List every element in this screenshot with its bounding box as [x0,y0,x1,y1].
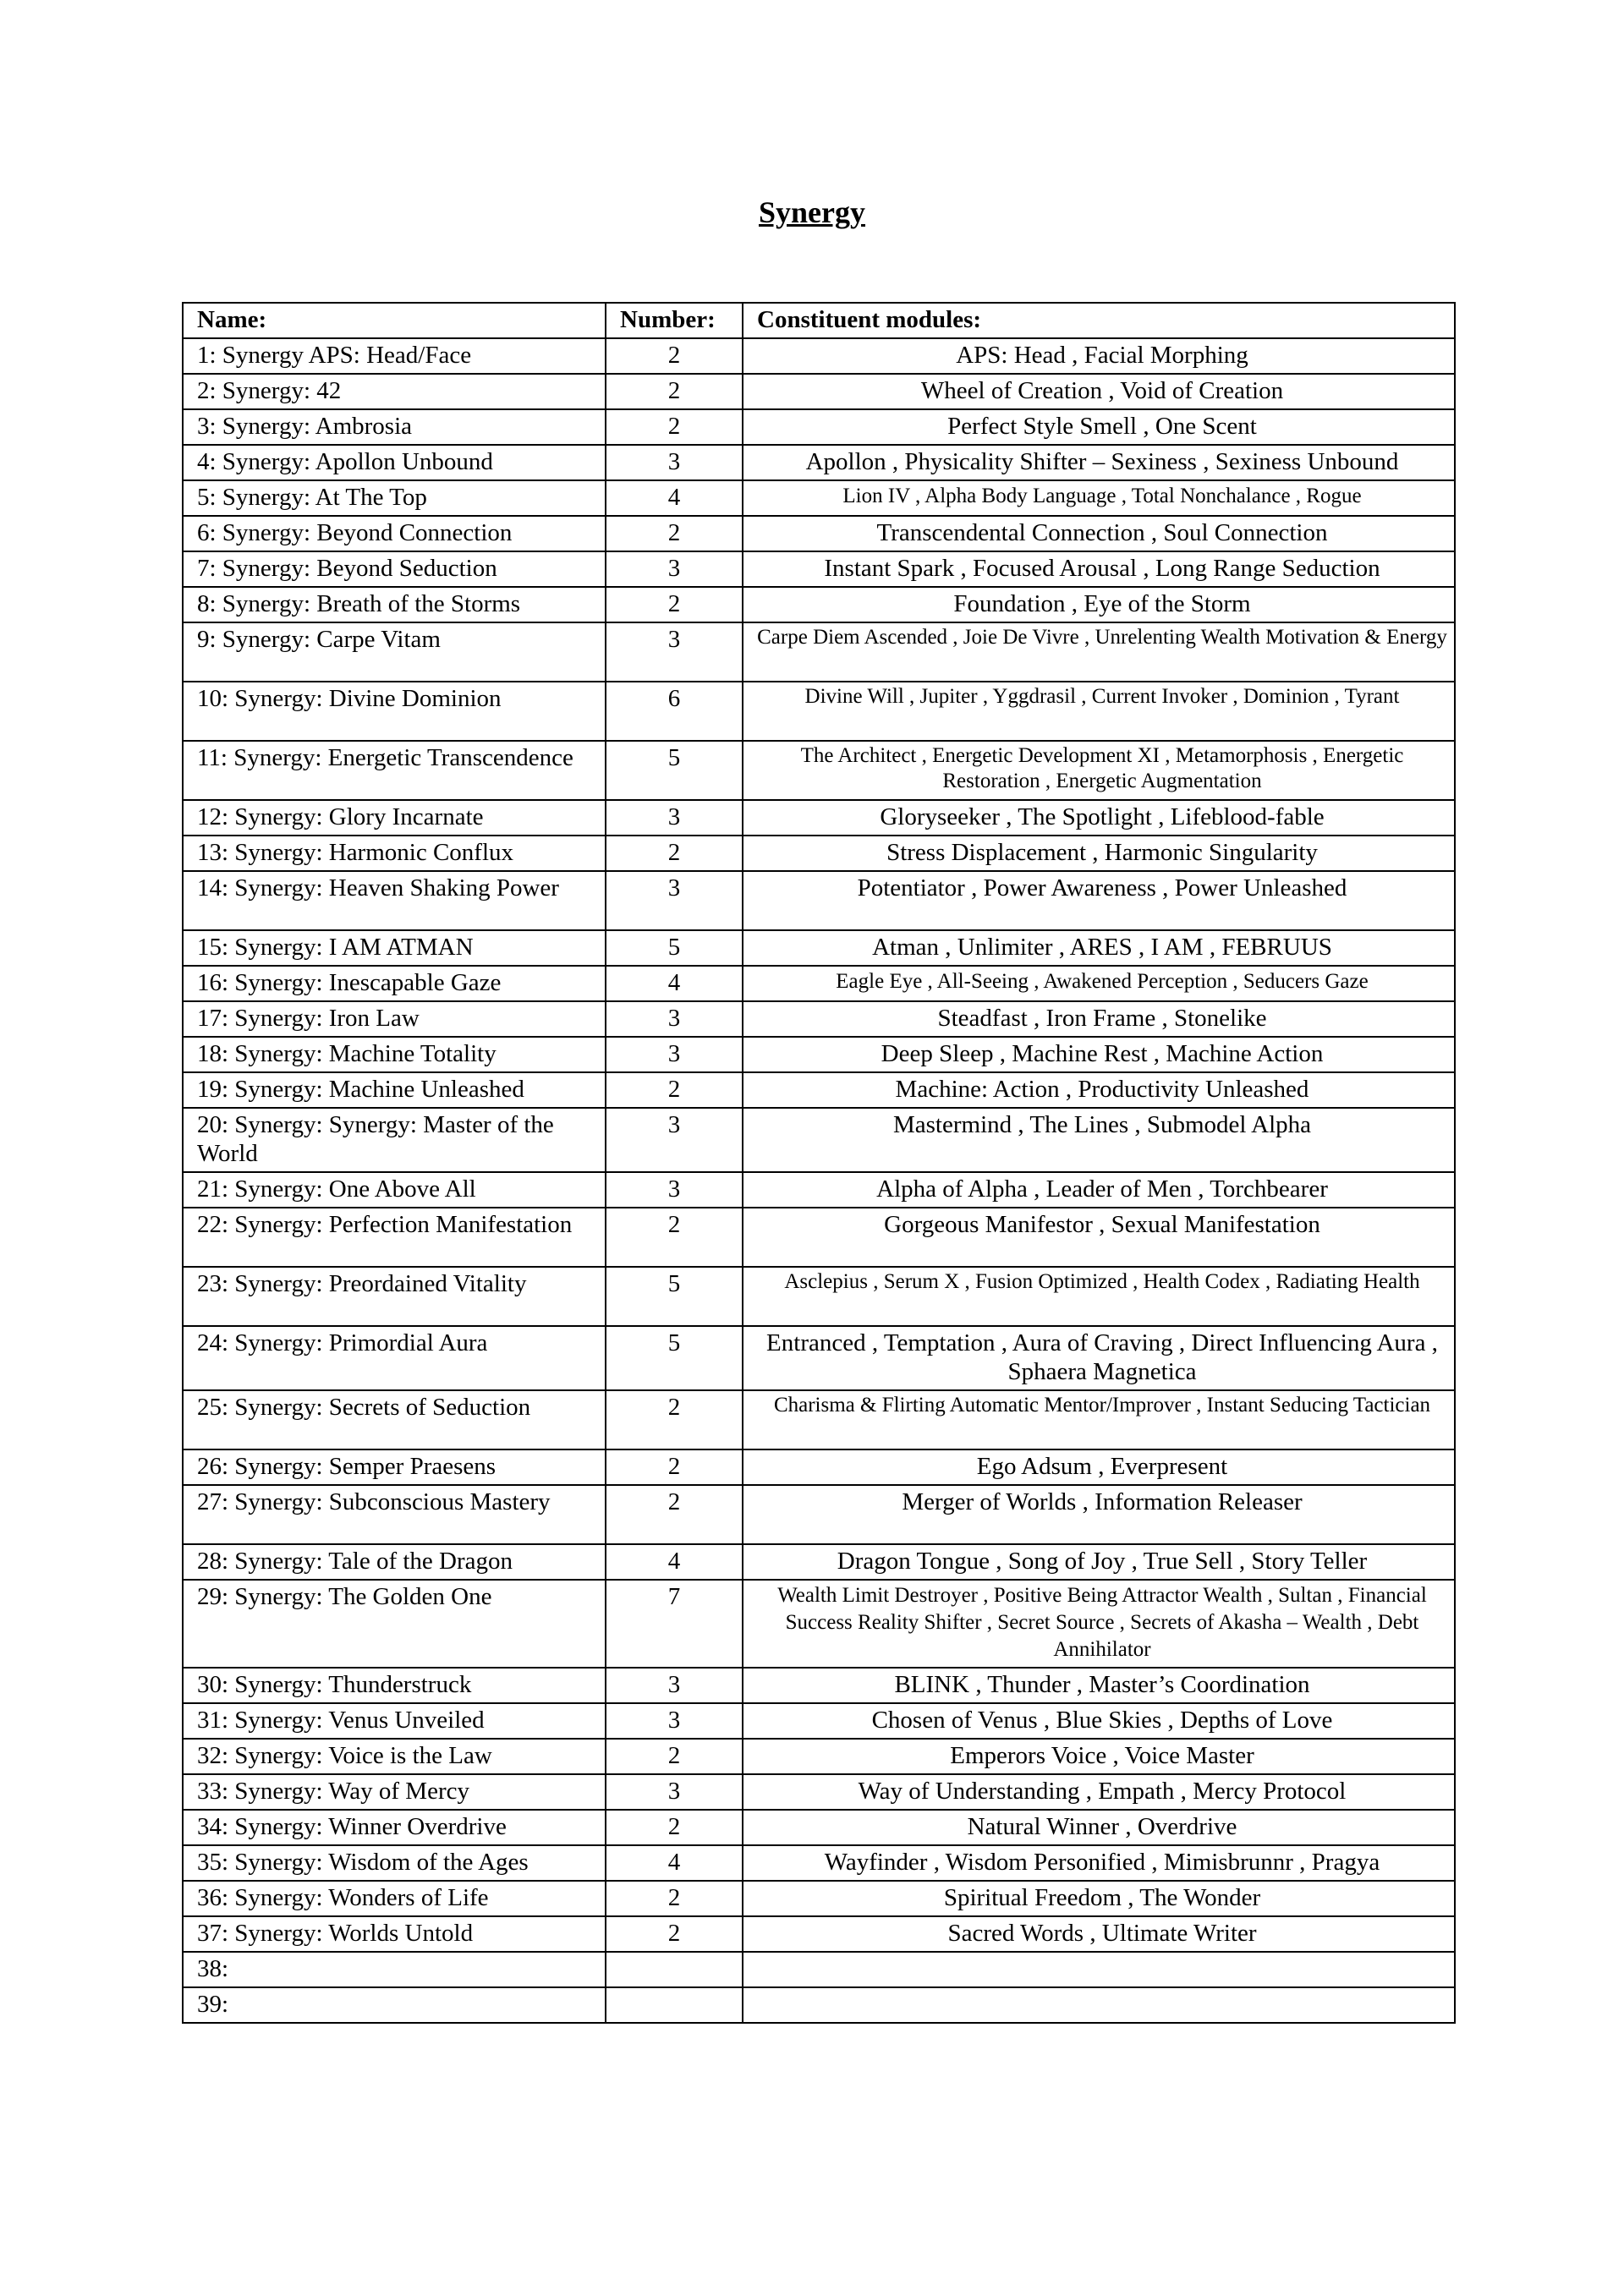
row-name-cell: 33: Synergy: Way of Mercy [183,1774,606,1810]
table-row [183,682,1455,741]
row-number-cell: 2 [606,1916,743,1952]
table-row [183,445,1455,480]
row-name-cell: 26: Synergy: Semper Praesens [183,1449,606,1485]
row-number-cell [606,1952,743,1987]
row-modules-cell: Charisma & Flirting Automatic Mentor/Improver , Instant Seducing Tactician [743,1390,1455,1449]
table-row [183,836,1455,871]
row-number-cell: 4 [606,966,743,1001]
row-modules-cell: Alpha of Alpha , Leader of Men , Torchbearer [743,1172,1455,1208]
row-name-cell: 36: Synergy: Wonders of Life [183,1881,606,1916]
document-title: Synergy [759,195,865,229]
row-number-cell: 2 [606,1390,743,1449]
row-modules-cell: Wayfinder , Wisdom Personified , Mimisbrunnr , Pragya [743,1845,1455,1881]
row-number-cell: 3 [606,1001,743,1037]
row-number-cell: 3 [606,871,743,930]
row-modules-cell: Transcendental Connection , Soul Connection [743,516,1455,551]
table-row [183,871,1455,930]
row-modules-cell: Potentiator , Power Awareness , Power Unleashed [743,871,1455,930]
row-modules-cell: Chosen of Venus , Blue Skies , Depths of Love [743,1703,1455,1739]
row-number-cell: 3 [606,1774,743,1810]
table-row [183,1108,1455,1172]
table-row [183,1037,1455,1072]
row-modules-cell: Wealth Limit Destroyer , Positive Being Attractor Wealth , Sultan , Financial Success Reality Shifter , Secret Source , Secrets of Akasha – Wealth , Debt Annihilator [743,1580,1455,1668]
row-name-cell: 5: Synergy: At The Top [183,480,606,516]
row-name-cell: 2: Synergy: 42 [183,374,606,409]
table-header-row [183,303,1455,338]
row-name-cell: 11: Synergy: Energetic Transcendence [183,741,606,800]
row-number-cell: 3 [606,800,743,836]
table-row [183,409,1455,445]
row-number-cell: 5 [606,1326,743,1390]
row-modules-cell: Divine Will , Jupiter , Yggdrasil , Current Invoker , Dominion , Tyrant [743,682,1455,741]
row-name-cell: 29: Synergy: The Golden One [183,1580,606,1668]
table-row [183,1208,1455,1267]
header-number: Number: [606,303,743,338]
row-name-cell: 32: Synergy: Voice is the Law [183,1739,606,1774]
row-modules-cell: Instant Spark , Focused Arousal , Long Range Seduction [743,551,1455,587]
table-row [183,1774,1455,1810]
row-modules-cell: Atman , Unlimiter , ARES , I AM , FEBRUUS [743,930,1455,966]
synergy-table [182,302,1456,2024]
row-name-cell: 7: Synergy: Beyond Seduction [183,551,606,587]
table-row [183,930,1455,966]
row-number-cell: 2 [606,1739,743,1774]
row-modules-cell: Emperors Voice , Voice Master [743,1739,1455,1774]
row-name-cell: 37: Synergy: Worlds Untold [183,1916,606,1952]
row-number-cell: 2 [606,409,743,445]
row-name-cell: 39: [183,1987,606,2023]
table-row [183,1072,1455,1108]
table-row [183,1544,1455,1580]
row-number-cell: 3 [606,1108,743,1172]
row-modules-cell: BLINK , Thunder , Master’s Coordination [743,1668,1455,1703]
table-row [183,338,1455,374]
table-row [183,516,1455,551]
row-modules-cell: Machine: Action , Productivity Unleashed [743,1072,1455,1108]
row-number-cell: 2 [606,374,743,409]
header-modules: Constituent modules: [743,303,1455,338]
row-name-cell: 19: Synergy: Machine Unleashed [183,1072,606,1108]
row-number-cell: 3 [606,445,743,480]
row-modules-cell: Steadfast , Iron Frame , Stonelike [743,1001,1455,1037]
table-row [183,551,1455,587]
table-body [183,303,1455,2023]
row-number-cell: 5 [606,741,743,800]
row-modules-cell: Lion IV , Alpha Body Language , Total Nonchalance , Rogue [743,480,1455,516]
row-name-cell: 34: Synergy: Winner Overdrive [183,1810,606,1845]
row-name-cell: 22: Synergy: Perfection Manifestation [183,1208,606,1267]
row-name-cell: 38: [183,1952,606,1987]
row-number-cell: 6 [606,682,743,741]
row-name-cell: 30: Synergy: Thunderstruck [183,1668,606,1703]
row-number-cell: 2 [606,836,743,871]
row-number-cell: 4 [606,480,743,516]
row-name-cell: 21: Synergy: One Above All [183,1172,606,1208]
row-modules-cell: Asclepius , Serum X , Fusion Optimized , Health Codex , Radiating Health [743,1267,1455,1326]
row-modules-cell [743,1952,1455,1987]
table-row [183,622,1455,682]
row-modules-cell: Deep Sleep , Machine Rest , Machine Action [743,1037,1455,1072]
row-name-cell: 20: Synergy: Synergy: Master of the World [183,1108,606,1172]
row-modules-cell: Gorgeous Manifestor , Sexual Manifestation [743,1208,1455,1267]
row-name-cell: 8: Synergy: Breath of the Storms [183,587,606,622]
row-modules-cell: Spiritual Freedom , The Wonder [743,1881,1455,1916]
row-modules-cell: Stress Displacement , Harmonic Singularity [743,836,1455,871]
row-name-cell: 4: Synergy: Apollon Unbound [183,445,606,480]
row-modules-cell: Carpe Diem Ascended , Joie De Vivre , Unrelenting Wealth Motivation & Energy [743,622,1455,682]
row-number-cell: 2 [606,1208,743,1267]
table-row [183,587,1455,622]
row-name-cell: 24: Synergy: Primordial Aura [183,1326,606,1390]
row-name-cell: 18: Synergy: Machine Totality [183,1037,606,1072]
table-row [183,1739,1455,1774]
row-number-cell: 3 [606,551,743,587]
table-row [183,1172,1455,1208]
table-row [183,1485,1455,1544]
row-number-cell [606,1987,743,2023]
row-name-cell: 28: Synergy: Tale of the Dragon [183,1544,606,1580]
row-modules-cell: Wheel of Creation , Void of Creation [743,374,1455,409]
table-row [183,480,1455,516]
row-modules-cell: Way of Understanding , Empath , Mercy Protocol [743,1774,1455,1810]
table-row [183,800,1455,836]
row-name-cell: 23: Synergy: Preordained Vitality [183,1267,606,1326]
row-modules-cell [743,1987,1455,2023]
row-name-cell: 9: Synergy: Carpe Vitam [183,622,606,682]
table-row [183,1449,1455,1485]
row-number-cell: 5 [606,1267,743,1326]
row-name-cell: 17: Synergy: Iron Law [183,1001,606,1037]
table-row [183,1267,1455,1326]
table-row [183,1987,1455,2023]
row-name-cell: 6: Synergy: Beyond Connection [183,516,606,551]
row-name-cell: 14: Synergy: Heaven Shaking Power [183,871,606,930]
row-number-cell: 2 [606,516,743,551]
table-row [183,1580,1455,1668]
row-name-cell: 16: Synergy: Inescapable Gaze [183,966,606,1001]
row-number-cell: 2 [606,338,743,374]
table-row [183,1668,1455,1703]
table-row [183,1703,1455,1739]
row-name-cell: 13: Synergy: Harmonic Conflux [183,836,606,871]
table-row [183,374,1455,409]
row-name-cell: 27: Synergy: Subconscious Mastery [183,1485,606,1544]
row-number-cell: 3 [606,622,743,682]
row-modules-cell: Perfect Style Smell , One Scent [743,409,1455,445]
row-number-cell: 2 [606,1810,743,1845]
row-name-cell: 15: Synergy: I AM ATMAN [183,930,606,966]
header-name: Name: [183,303,606,338]
row-modules-cell: Eagle Eye , All-Seeing , Awakened Perception , Seducers Gaze [743,966,1455,1001]
row-name-cell: 31: Synergy: Venus Unveiled [183,1703,606,1739]
row-name-cell: 3: Synergy: Ambrosia [183,409,606,445]
row-modules-cell: The Architect , Energetic Development XI , Metamorphosis , Energetic Restoration , Energetic Augmentation [743,741,1455,800]
row-name-cell: 35: Synergy: Wisdom of the Ages [183,1845,606,1881]
row-number-cell: 3 [606,1668,743,1703]
row-modules-cell: Apollon , Physicality Shifter – Sexiness , Sexiness Unbound [743,445,1455,480]
table-row [183,1952,1455,1987]
row-modules-cell: Merger of Worlds , Information Releaser [743,1485,1455,1544]
row-number-cell: 2 [606,1485,743,1544]
row-number-cell: 4 [606,1845,743,1881]
row-number-cell: 2 [606,1449,743,1485]
row-number-cell: 4 [606,1544,743,1580]
row-modules-cell: Gloryseeker , The Spotlight , Lifeblood-fable [743,800,1455,836]
row-number-cell: 5 [606,930,743,966]
row-modules-cell: Entranced , Temptation , Aura of Craving , Direct Influencing Aura , Sphaera Magnetica [743,1326,1455,1390]
table-row [183,1916,1455,1952]
row-number-cell: 3 [606,1172,743,1208]
table-row [183,1326,1455,1390]
table-row [183,966,1455,1001]
row-number-cell: 2 [606,1072,743,1108]
row-number-cell: 2 [606,587,743,622]
table-row [183,741,1455,800]
row-name-cell: 1: Synergy APS: Head/Face [183,338,606,374]
table-row [183,1881,1455,1916]
row-name-cell: 10: Synergy: Divine Dominion [183,682,606,741]
row-modules-cell: Mastermind , The Lines , Submodel Alpha [743,1108,1455,1172]
table-row [183,1390,1455,1449]
row-modules-cell: Sacred Words , Ultimate Writer [743,1916,1455,1952]
table-row [183,1810,1455,1845]
row-number-cell: 3 [606,1703,743,1739]
row-name-cell: 12: Synergy: Glory Incarnate [183,800,606,836]
row-modules-cell: APS: Head , Facial Morphing [743,338,1455,374]
table-row [183,1845,1455,1881]
row-number-cell: 7 [606,1580,743,1668]
row-modules-cell: Foundation , Eye of the Storm [743,587,1455,622]
row-number-cell: 3 [606,1037,743,1072]
row-modules-cell: Natural Winner , Overdrive [743,1810,1455,1845]
table-row [183,1001,1455,1037]
row-name-cell: 25: Synergy: Secrets of Seduction [183,1390,606,1449]
row-number-cell: 2 [606,1881,743,1916]
row-modules-cell: Ego Adsum , Everpresent [743,1449,1455,1485]
row-modules-cell: Dragon Tongue , Song of Joy , True Sell , Story Teller [743,1544,1455,1580]
